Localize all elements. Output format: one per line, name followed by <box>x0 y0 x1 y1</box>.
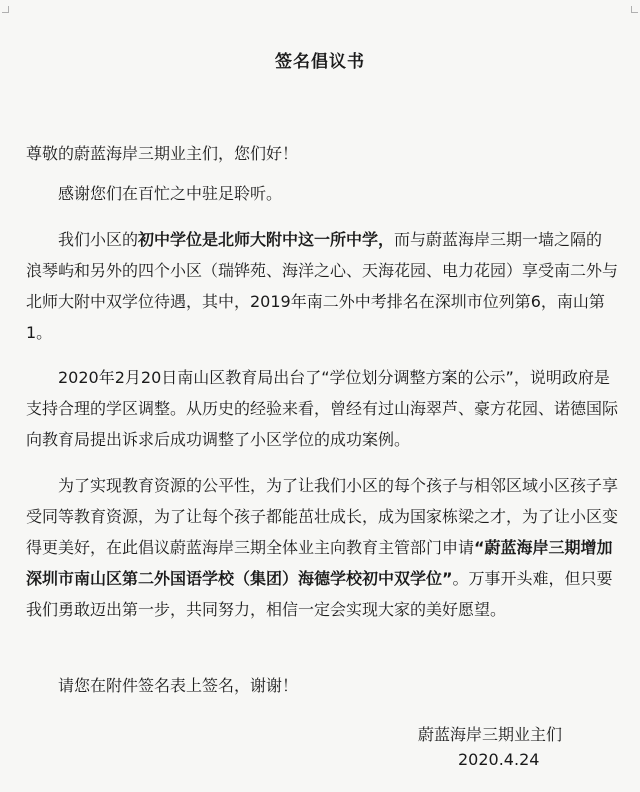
paragraph-school-situation <box>26 224 618 348</box>
paragraph-proposal-intro: 为了实现教育资源的公平性，为了让我们小区的每个孩子与相邻区域小区孩子享受同等教育资源，为了让每个孩子都能茁壮成长，成为国家栋梁之才，为了让小区变得更美好，在此倡议蔚蓝海岸三期全体业主向教育主管部门申请 <box>26 476 619 557</box>
paragraph-proposal-request: “蔚蓝海岸三期增加深圳市南山区第二外国语学校（集团）海德学校初中双学位” <box>26 538 613 588</box>
paragraph-school-situation-emphasis: 初中学位是北师大附中这一所中学， <box>138 230 395 249</box>
signature-name: 蔚蓝海岸三期业主们 <box>418 725 563 744</box>
document-title: 签名倡议书 <box>275 52 365 72</box>
greeting: 尊敬的蔚蓝海岸三期业主们，您们好！ <box>26 144 299 163</box>
paragraph-school-situation-intro: 我们小区的 <box>58 230 139 249</box>
corner-mark-left <box>2 6 9 13</box>
paragraph-proposal <box>26 470 618 625</box>
paragraph-policy: 2020年2月20日南山区教育局出台了“学位划分调整方案的公示”，说明政府是支持合理的学区调整。从历史的经验来看，曾经有过山海翠芦、豪方花园、诺德国际向教育局提出诉求后成功调整了小区学位的成功案例。 <box>26 368 619 449</box>
paragraph-sign-request: 请您在附件签名表上签名，谢谢！ <box>58 676 299 695</box>
corner-mark-right <box>631 6 638 13</box>
paragraph-school-situation-body: 而与蔚蓝海岸三期一墙之隔的浪琴屿和另外的四个小区（瑞铧苑、海洋之心、天海花园、电力花园）享受南二外与北师大附中双学位待遇，其中，2019年南二外中考排名在深圳市位列第6，南山第1。 <box>26 230 619 342</box>
paragraph-proposal-closing: 。万事开头难，但只要我们勇敢迈出第一步，共同努力，相信一定会实现大家的美好愿望。 <box>26 569 613 619</box>
paragraph-thanks: 感谢您们在百忙之中驻足聆听。 <box>58 184 283 203</box>
signature-date: 2020.4.24 <box>458 750 540 769</box>
